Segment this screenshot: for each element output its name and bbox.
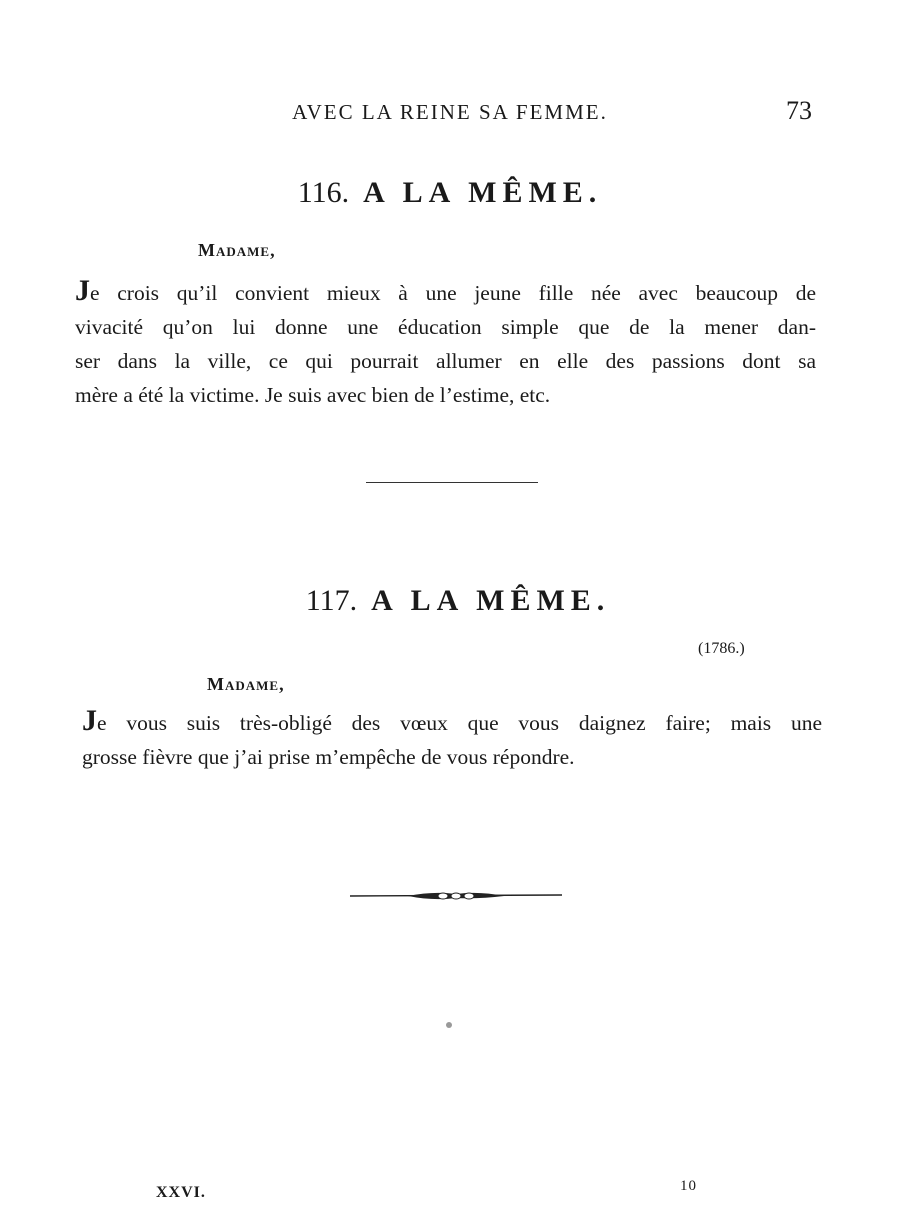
letter-date: (1786.)	[698, 640, 745, 657]
letter-title: A LA MÊME.	[371, 584, 611, 617]
letter-number: 116.	[297, 176, 350, 209]
letter-title: A LA MÊME.	[363, 176, 603, 209]
ornament-tailpiece-icon	[348, 886, 564, 906]
letter-number: 117.	[305, 584, 358, 617]
dropcap: J	[75, 274, 90, 307]
running-head: AVEC LA REINE SA FEMME.	[292, 100, 608, 124]
salutation-116: Madame,	[198, 240, 276, 260]
signature-mark: XXVI.	[156, 1184, 206, 1201]
body-line-3: ser dans la ville, ce qui pourrait allumer en elle des passions dont sa	[75, 349, 816, 373]
body-line-2: vivacité qu’on lui donne une éducation simple que de la mener dan-	[75, 315, 816, 339]
sheet-number: 10	[680, 1178, 697, 1194]
body-line-4: mère a été la victime. Je suis avec bien de l’estime, etc.	[75, 383, 551, 407]
body-line-2: grosse fièvre que j’ai prise m’empêche de vous répondre.	[82, 745, 575, 769]
body-line-1: Je crois qu’il convient mieux à une jeune fille née avec beaucoup de	[75, 274, 816, 307]
letter-body-116	[75, 274, 816, 412]
page-number: 73	[786, 96, 812, 125]
salutation-117: Madame,	[207, 674, 285, 694]
dropcap: J	[82, 704, 97, 737]
paper-speck	[446, 1022, 452, 1028]
body-line-1: Je vous suis très-obligé des vœux que vous daignez faire; mais une	[82, 704, 822, 737]
section-divider-rule	[366, 482, 538, 483]
letter-body-117	[82, 704, 822, 774]
letter-heading-117	[8, 584, 900, 618]
letter-heading-116	[0, 176, 900, 210]
